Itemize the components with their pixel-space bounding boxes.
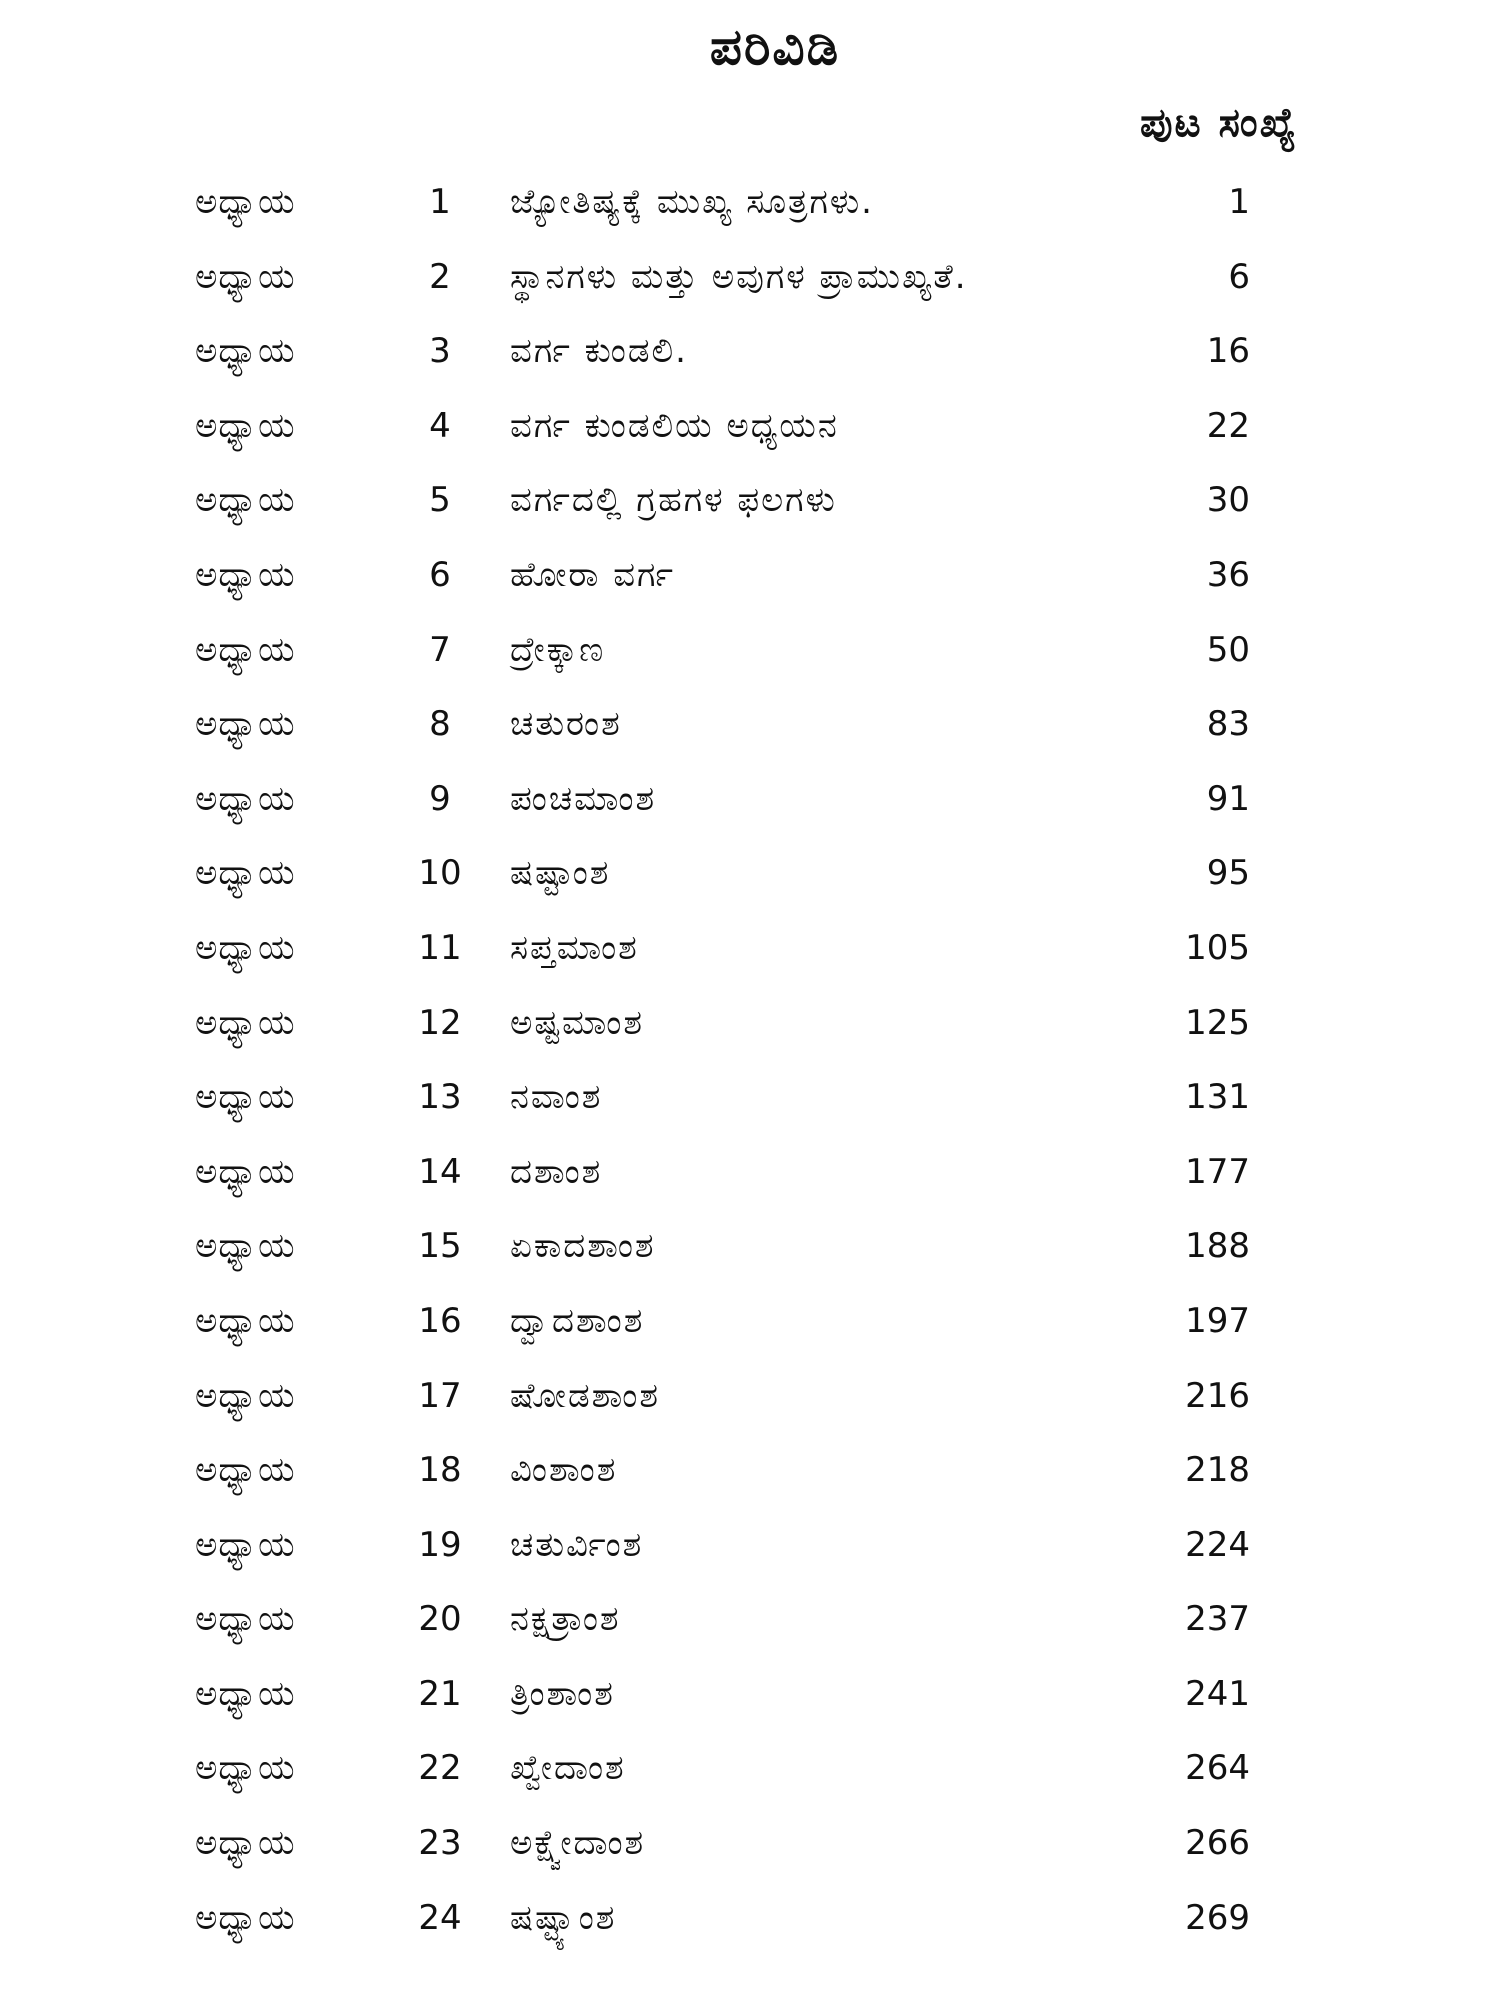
chapter-label: ಅಧ್ಯಾಯ: [195, 1300, 296, 1341]
toc-entry: [0, 1806, 1500, 1881]
toc-entry: [0, 389, 1500, 464]
chapter-title: ಅಕ್ಷ್ವೇದಾಂಶ: [510, 1823, 646, 1864]
chapter-page-number: 95: [1206, 853, 1250, 894]
toc-entry: [0, 986, 1500, 1061]
chapter-number: 3: [429, 331, 451, 372]
toc-entry: [0, 1060, 1500, 1135]
toc-entry: [0, 463, 1500, 538]
chapter-label: ಅಧ್ಯಾಯ: [195, 927, 296, 968]
toc-entry: [0, 1881, 1500, 1956]
chapter-title: ಜ್ಯೋತಿಷ್ಯಕ್ಕೆ ಮುಖ್ಯ ಸೂತ್ರಗಳು.: [510, 182, 874, 222]
page-number-column-header: ಪುಟ ಸಂಖ್ಯೆ: [1140, 100, 1298, 146]
chapter-page-number: 188: [1185, 1226, 1250, 1267]
chapter-page-number: 1: [1228, 182, 1250, 222]
chapter-label: ಅಧ್ಯಾಯ: [195, 853, 296, 894]
chapter-label: ಅಧ್ಯಾಯ: [195, 1002, 296, 1043]
chapter-title: ಹೋರಾ ವರ್ಗ: [510, 554, 676, 595]
chapter-page-number: 266: [1185, 1823, 1250, 1864]
chapter-number: 20: [418, 1599, 462, 1640]
chapter-label: ಅಧ್ಯಾಯ: [195, 1077, 296, 1118]
chapter-page-number: 131: [1185, 1077, 1250, 1118]
chapter-label: ಅಧ್ಯಾಯ: [195, 331, 296, 372]
chapter-label: ಅಧ್ಯಾಯ: [195, 405, 296, 446]
chapter-title: ಚತುರ್ವಿಂಶ: [510, 1524, 644, 1565]
chapter-page-number: 264: [1185, 1748, 1250, 1789]
toc-entry: [0, 1209, 1500, 1284]
chapter-label: ಅಧ್ಯಾಯ: [195, 1226, 296, 1267]
chapter-page-number: 6: [1228, 256, 1250, 297]
chapter-label: ಅಧ್ಯಾಯ: [195, 480, 296, 521]
chapter-page-number: 224: [1185, 1524, 1250, 1565]
toc-entry: [0, 165, 1500, 240]
chapter-page-number: 197: [1185, 1300, 1250, 1341]
chapter-page-number: 241: [1185, 1673, 1250, 1714]
chapter-label: ಅಧ್ಯಾಯ: [195, 1375, 296, 1416]
chapter-title: ಪಂಚಮಾಂಶ: [510, 778, 657, 819]
chapter-number: 13: [418, 1077, 462, 1118]
chapter-page-number: 125: [1185, 1002, 1250, 1043]
chapter-title: ಏಕಾದಶಾಂಶ: [510, 1226, 656, 1267]
toc-entry: [0, 1657, 1500, 1732]
toc-entry: [0, 1582, 1500, 1657]
table-of-contents: [0, 165, 1500, 1955]
toc-entry: [0, 687, 1500, 762]
chapter-label: ಅಧ್ಯಾಯ: [195, 182, 296, 222]
chapter-title: ವರ್ಗದಲ್ಲಿ ಗ್ರಹಗಳ ಫಲಗಳು: [510, 480, 837, 521]
chapter-title: ನಕ್ಷತ್ರಾಂಶ: [510, 1599, 621, 1640]
chapter-number: 22: [418, 1748, 462, 1789]
chapter-number: 2: [429, 256, 451, 297]
toc-entry: [0, 1135, 1500, 1210]
chapter-label: ಅಧ್ಯಾಯ: [195, 1897, 296, 1938]
chapter-number: 21: [418, 1673, 462, 1714]
chapter-number: 15: [418, 1226, 462, 1267]
chapter-page-number: 216: [1185, 1375, 1250, 1416]
chapter-page-number: 50: [1206, 629, 1250, 670]
toc-entry: [0, 613, 1500, 688]
chapter-number: 10: [418, 853, 462, 894]
chapter-number: 23: [418, 1823, 462, 1864]
chapter-label: ಅಧ್ಯಾಯ: [195, 1450, 296, 1491]
chapter-title: ದಶಾಂಶ: [510, 1151, 603, 1192]
chapter-number: 9: [429, 778, 451, 819]
toc-entry: [0, 314, 1500, 389]
chapter-title: ದ್ರೇಕ್ಕಾಣ: [510, 629, 606, 670]
chapter-title: ತ್ರಿಂಶಾಂಶ: [510, 1673, 615, 1714]
chapter-page-number: 105: [1185, 927, 1250, 968]
toc-entry: [0, 1731, 1500, 1806]
chapter-title: ವಿಂಶಾಂಶ: [510, 1450, 618, 1491]
chapter-label: ಅಧ್ಯಾಯ: [195, 1823, 296, 1864]
chapter-page-number: 22: [1206, 405, 1250, 446]
chapter-title: ವರ್ಗ ಕುಂಡಲಿ.: [510, 331, 688, 372]
toc-entry: [0, 538, 1500, 613]
chapter-label: ಅಧ್ಯಾಯ: [195, 1151, 296, 1192]
chapter-number: 5: [429, 480, 451, 521]
chapter-number: 11: [418, 927, 462, 968]
chapter-title: ವರ್ಗ ಕುಂಡಲಿಯ ಅಧ್ಯಯನ: [510, 405, 839, 446]
chapter-page-number: 218: [1185, 1450, 1250, 1491]
toc-entry: [0, 762, 1500, 837]
chapter-page-number: 36: [1206, 554, 1250, 595]
chapter-number: 18: [418, 1450, 462, 1491]
chapter-number: 19: [418, 1524, 462, 1565]
toc-entry: [0, 1508, 1500, 1583]
toc-entry: [0, 1284, 1500, 1359]
chapter-number: 6: [429, 554, 451, 595]
chapter-number: 24: [418, 1897, 462, 1938]
chapter-label: ಅಧ್ಯಾಯ: [195, 256, 296, 297]
chapter-number: 4: [429, 405, 451, 446]
chapter-number: 12: [418, 1002, 462, 1043]
chapter-number: 17: [418, 1375, 462, 1416]
chapter-label: ಅಧ್ಯಾಯ: [195, 1524, 296, 1565]
chapter-number: 8: [429, 704, 451, 745]
chapter-title: ಅಷ್ಟಮಾಂಶ: [510, 1002, 645, 1043]
chapter-title: ನವಾಂಶ: [510, 1077, 603, 1118]
chapter-number: 1: [429, 182, 451, 222]
chapter-page-number: 83: [1206, 704, 1250, 745]
chapter-title: ಷಷ್ಟಾಂಶ: [510, 853, 611, 894]
chapter-label: ಅಧ್ಯಾಯ: [195, 778, 296, 819]
chapter-page-number: 91: [1206, 778, 1250, 819]
chapter-title: ಚತುರಂಶ: [510, 704, 622, 745]
chapter-title: ಸಪ್ತಮಾಂಶ: [510, 927, 639, 968]
chapter-page-number: 237: [1185, 1599, 1250, 1640]
chapter-number: 7: [429, 629, 451, 670]
toc-entry: [0, 1359, 1500, 1434]
chapter-page-number: 177: [1185, 1151, 1250, 1192]
chapter-label: ಅಧ್ಯಾಯ: [195, 554, 296, 595]
chapter-title: ಷೋಡಶಾಂಶ: [510, 1375, 660, 1416]
chapter-page-number: 269: [1185, 1897, 1250, 1938]
chapter-label: ಅಧ್ಯಾಯ: [195, 704, 296, 745]
toc-entry: [0, 1433, 1500, 1508]
chapter-number: 16: [418, 1300, 462, 1341]
chapter-title: ಖ್ವೇದಾಂಶ: [510, 1748, 626, 1789]
chapter-label: ಅಧ್ಯಾಯ: [195, 629, 296, 670]
chapter-page-number: 30: [1206, 480, 1250, 521]
chapter-label: ಅಧ್ಯಾಯ: [195, 1748, 296, 1789]
chapter-title: ಸ್ಥಾನಗಳು ಮತ್ತು ಅವುಗಳ ಪ್ರಾಮುಖ್ಯತೆ.: [510, 256, 968, 297]
toc-entry: [0, 240, 1500, 315]
toc-entry: [0, 911, 1500, 986]
toc-entry: [0, 836, 1500, 911]
chapter-number: 14: [418, 1151, 462, 1192]
chapter-title: ಷಷ್ಟ್ಯಾಂಶ: [510, 1897, 617, 1938]
page-title: ಪರಿವಿಡಿ: [709, 18, 841, 76]
chapter-title: ದ್ವಾದಶಾಂಶ: [510, 1300, 645, 1341]
chapter-page-number: 16: [1206, 331, 1250, 372]
chapter-label: ಅಧ್ಯಾಯ: [195, 1673, 296, 1714]
chapter-label: ಅಧ್ಯಾಯ: [195, 1599, 296, 1640]
